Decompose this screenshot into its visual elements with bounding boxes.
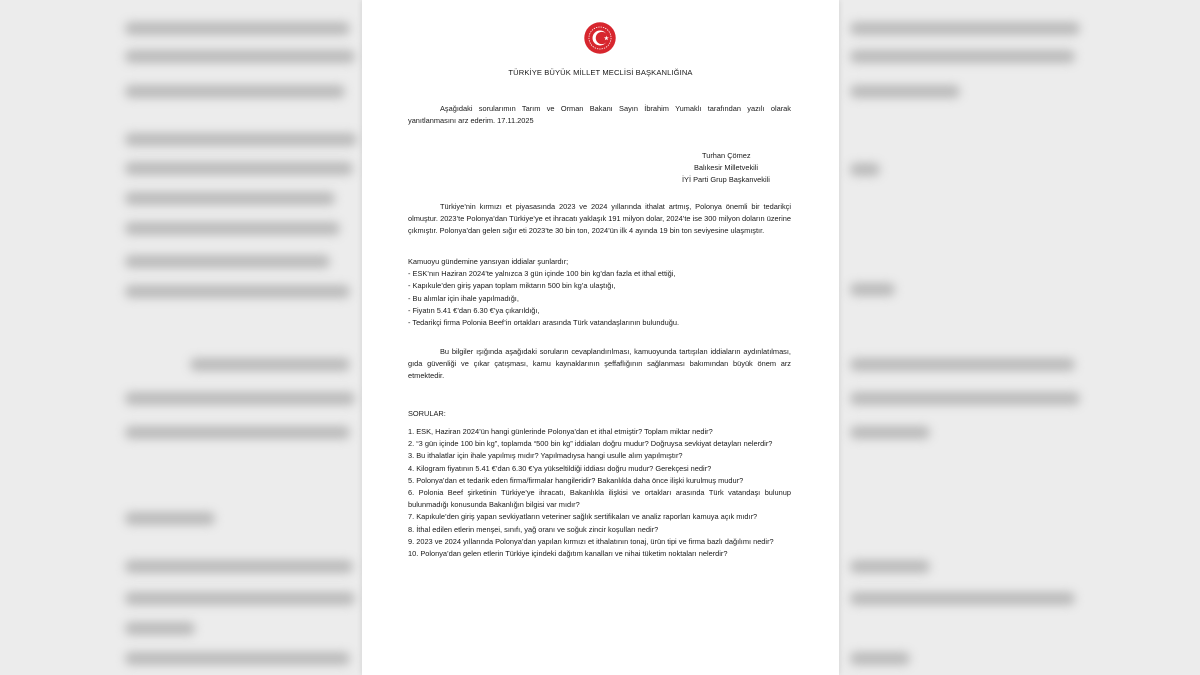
background-blur-line (125, 592, 355, 605)
questions-heading: SORULAR: (408, 409, 446, 418)
background-blur-line (125, 192, 335, 205)
signatory-title: Balıkesir Milletvekili (694, 163, 759, 173)
question-item: 3. Bu ithalatlar için ihale yapılmış mıdır? Yapılmadıysa hangi usulle alım yapılmıştır? (408, 451, 683, 461)
background-blur-line (125, 392, 355, 405)
question-item: 6. Polonia Beef şirketinin Türkiye’ye ihracatı, Bakanlıkla ilişkisi ve ortakları arasında Türk vatandaşı bulunup bulunmadığı konusunda Bakanlığın bilgisi var mıdır? (408, 488, 791, 510)
background-blur-line (190, 358, 350, 371)
background-blur-line (850, 22, 1080, 35)
background-paragraph: Türkiye’nin kırmızı et piyasasında 2023 ve 2024 yıllarında ithalat artmış, Polonya önemli bir tedarikçi olmuştur. 2023’te Polonya’dan Türkiye’ye et ihracatı yaklaşık 191 milyon dolar, 2024’te ise 300 milyon doların üzerine çıkmıştır. Polonya’dan gelen sığır eti 2023’te 30 bin ton, 2024’ün ilk 4 ayında 19 bin ton seviyesine ulaşmıştır. (408, 202, 791, 236)
background-blur-line (850, 163, 880, 176)
background-blur-line (850, 85, 960, 98)
question-item: 5. Polonya’dan et tedarik eden firma/firmalar hangileridir? Bakanlıkla daha önce ilişki kurulmuş mudur? (408, 475, 744, 485)
question-item: 2. “3 gün içinde 100 bin kg”, toplamda “500 bin kg” iddiaları doğru mudur? Doğruysa sevkiyat detayları nelerdir? (408, 439, 773, 449)
background-blur-line (125, 222, 340, 235)
signatory-role: İYİ Parti Grup Başkanvekili (682, 175, 770, 185)
background-blur-line (125, 622, 195, 635)
background-blur-line (125, 162, 353, 175)
question-item: 8. İthal edilen etlerin menşei, sınıfı, yağ oranı ve soğuk zincir koşulları nedir? (408, 524, 659, 534)
question-item: 9. 2023 ve 2024 yıllarında Polonya’dan yapılan kırmızı et ithalatının tonaj, ürün tipi ve firma bazlı dağılımı nedir? (408, 536, 774, 546)
background-blur-line (125, 285, 350, 298)
background-blur-line (125, 560, 353, 573)
signatory-name: Turhan Çömez (702, 151, 751, 160)
background-blur-line (125, 255, 330, 268)
claim-item: - ESK’nın Haziran 2024’te yalnızca 3 gün içinde 100 bin kg’dan fazla et ithal ettiği, (408, 269, 676, 279)
intro-paragraph: Aşağıdaki sorularımın Tarım ve Orman Bakanı Sayın İbrahim Yumaklı tarafından yazılı olarak yanıtlanmasını arz ederim. 17.11.2025 (408, 104, 791, 126)
claims-heading: Kamuoyu gündemine yansıyan iddialar şunlardır; (408, 257, 569, 266)
rationale-paragraph: Bu bilgiler ışığında aşağıdaki soruların cevaplandırılması, kamuoyunda tartışılan iddiaların aydınlatılması, gıda güvenliği ve çıkar çatışması, kamu kaynaklarının şeffaflığının sağlanması bakımından büyük önem arz etmektedir. (408, 347, 791, 381)
background-blur-line (125, 426, 350, 439)
background-blur-line (850, 652, 910, 665)
background-blur-line (125, 50, 355, 63)
background-blur-line (850, 283, 895, 296)
background-blur-line (125, 652, 350, 665)
claims-section (408, 256, 791, 329)
claim-item: - Fiyatın 5.41 €’dan 6.30 €’ya çıkarıldığı, (408, 305, 540, 315)
institution-title: TÜRKİYE BÜYÜK MİLLET MECLİSİ BAŞKANLIĞINA (508, 68, 693, 77)
claim-item: - Bu alımlar için ihale yapılmadığı, (408, 293, 519, 303)
question-item: 10. Polonya’dan gelen etlerin Türkiye içindeki dağıtım kanalları ve nihai tüketim noktaları nelerdir? (408, 549, 728, 559)
background-blur-line (125, 133, 357, 146)
background-blur-line (850, 592, 1075, 605)
claim-item: - Kapıkule’den giriş yapan toplam miktarın 500 bin kg’a ulaştığı, (408, 281, 616, 291)
question-item: 1. ESK, Haziran 2024’ün hangi günlerinde Polonya’dan et ithal etmiştir? Toplam miktar nedir? (408, 427, 713, 436)
tbmm-emblem-icon (583, 21, 617, 55)
background-blur-line (850, 50, 1075, 63)
claim-item: - Tedarikçi firma Polonia Beef’in ortakları arasında Türk vatandaşlarının bulunduğu. (408, 318, 679, 328)
background-blur-line (125, 512, 215, 525)
background-blur-line (850, 560, 930, 573)
questions-list (408, 426, 791, 560)
signature-block (662, 150, 812, 187)
background-blur-line (125, 22, 350, 35)
document-page (362, 0, 839, 675)
question-item: 4. Kilogram fiyatının 5.41 €’dan 6.30 €’ya yükseltildiği iddiası doğru mudur? Gerekçesi nedir? (408, 463, 712, 473)
background-blur-line (850, 392, 1080, 405)
background-blur-line (850, 358, 1075, 371)
background-blur-line (125, 85, 345, 98)
question-item: 7. Kapıkule’den giriş yapan sevkiyatların veteriner sağlık sertifikaları ve analiz raporları kamuya açık mıdır? (408, 512, 758, 522)
background-blur-line (850, 426, 930, 439)
